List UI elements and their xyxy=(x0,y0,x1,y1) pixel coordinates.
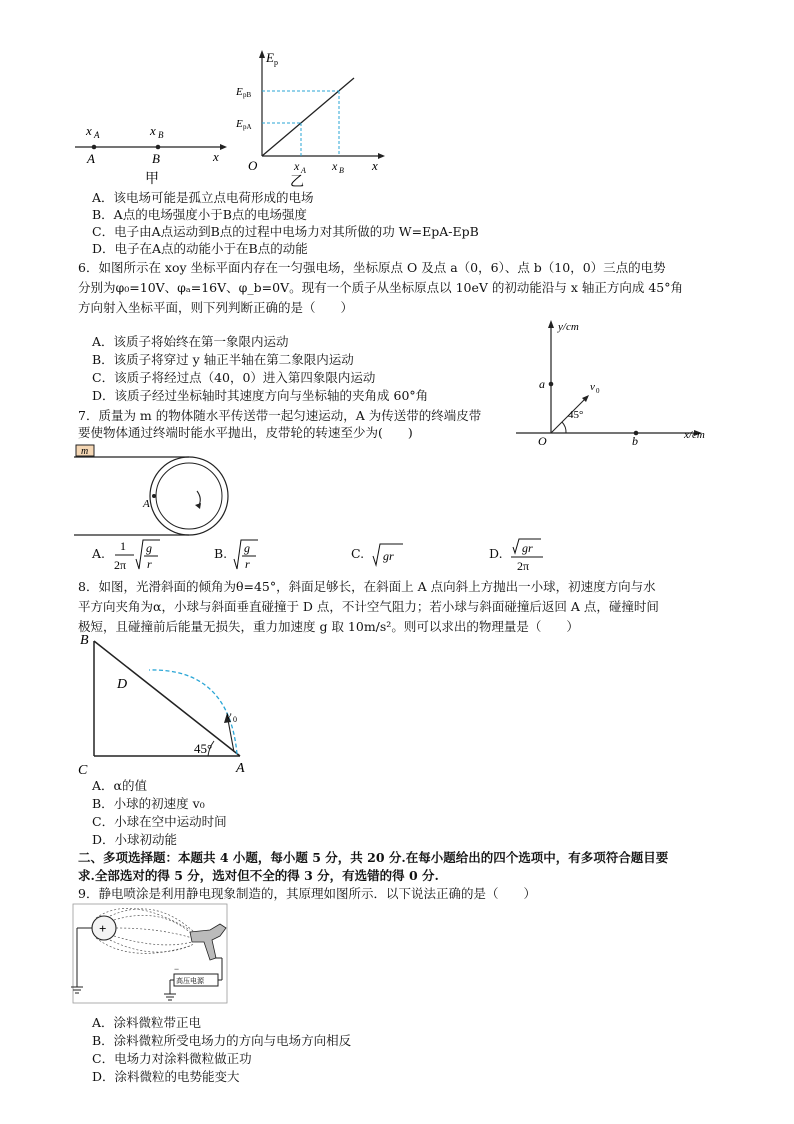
EpB-label: E xyxy=(236,86,243,98)
q7-option-d[interactable]: D. gr 2π xyxy=(489,537,569,577)
point-D-label: D xyxy=(117,677,128,692)
figure-jia xyxy=(70,115,230,190)
svg-text:B: B xyxy=(339,166,344,175)
x-axis-label: x xyxy=(372,158,378,173)
q7-stem-line1: 7．质量为 m 的物体随水平传送带一起匀速运动，A 为传送带的终端皮带 xyxy=(78,408,482,423)
svg-text:g: g xyxy=(244,541,250,555)
q5-option-c[interactable]: C．电子由A点运动到B点的过程中电场力对其所做的功 W=EpA-EpB xyxy=(92,224,479,239)
section-2-heading-line2: 求.全部选对的得 5 分，选对但不全的得 3 分，有选错的得 0 分. xyxy=(78,868,439,883)
Ep-axis-label: E xyxy=(266,50,274,65)
q6-stem-line3: 方向射入坐标平面，则下列判断正确的是（ ） xyxy=(78,300,354,315)
svg-text:r: r xyxy=(147,557,152,571)
q8-stem-line1: 8．如图，光滑斜面的倾角为θ=45°，斜面足够长，在斜面上 A 点向斜上方抛出一小球，初速度方向与水 xyxy=(78,579,656,594)
xA-tick: x xyxy=(294,159,300,173)
q5-option-d[interactable]: D．电子在A点的动能小于在B点的动能 xyxy=(92,241,308,256)
q6-option-d[interactable]: D．该质子经过坐标轴时其速度方向与坐标轴的夹角成 60°角 xyxy=(92,388,429,403)
svg-text:gr: gr xyxy=(383,549,394,563)
q9-figure-electrostatic-spray xyxy=(70,902,235,1007)
label-xB: x xyxy=(150,123,156,138)
svg-text:0: 0 xyxy=(233,715,237,724)
angle-label: 45° xyxy=(194,741,213,756)
mass-label: m xyxy=(81,446,89,457)
q6-stem-line1: 6．如图所示在 xoy 坐标平面内存在一匀强电场，坐标原点 O 及点 a（0，6）、点 b（10，0）三点的电势 xyxy=(78,260,666,275)
q8-option-a[interactable]: A．α的值 xyxy=(92,778,147,793)
svg-text:g: g xyxy=(146,541,152,555)
angle-label: 45° xyxy=(568,409,584,421)
plus-sign: + xyxy=(99,921,107,936)
svg-text:B: B xyxy=(158,130,164,140)
y-axis-label: y/cm xyxy=(558,321,579,333)
q8-stem-line2: 平方向夹角为α，小球与斜面垂直碰撞于 D 点，不计空气阻力；若小球与斜面碰撞后返回 A 点，碰撞时间 xyxy=(78,599,659,614)
q6-option-b[interactable]: B．该质子将穿过 y 轴正半轴在第二象限内运动 xyxy=(92,352,354,367)
q7-option-a[interactable]: A. 1 2π g r xyxy=(92,537,182,577)
q6-option-c[interactable]: C．该质子将经过点（40，0）进入第四象限内运动 xyxy=(92,370,376,385)
q9-option-d[interactable]: D．涂料微粒的电势能变大 xyxy=(92,1069,240,1084)
point-C-label: C xyxy=(78,763,88,778)
caption-jia: 甲 xyxy=(145,172,159,187)
q8-stem-line3: 极短，且碰撞前后能量无损失，重力加速度 g 取 10m/s²。则可以求出的物理量是（ ） xyxy=(78,619,579,634)
svg-text:1: 1 xyxy=(120,539,126,553)
q6-option-a[interactable]: A．该质子将始终在第一象限内运动 xyxy=(92,334,289,349)
origin-label: O xyxy=(538,434,547,448)
q9-stem: 9．静电喷涂是利用静电现象制造的，其原理如图所示．以下说法正确的是（ ） xyxy=(78,886,536,901)
point-A-label: A xyxy=(236,761,245,776)
q8-option-c[interactable]: C．小球在空中运动时间 xyxy=(92,814,227,829)
minus-sign: − xyxy=(174,964,180,974)
q8-figure-incline xyxy=(74,628,264,778)
point-b-label: b xyxy=(632,434,638,448)
svg-text:A: A xyxy=(94,130,100,140)
q5-option-b[interactable]: B．A点的电场强度小于B点的电场强度 xyxy=(92,207,307,222)
v0-label: v xyxy=(590,381,595,393)
q9-option-a[interactable]: A．涂料微粒带正电 xyxy=(92,1015,202,1030)
q9-option-b[interactable]: B．涂料微粒所受电场力的方向与电场方向相反 xyxy=(92,1033,352,1048)
svg-text:p: p xyxy=(274,58,278,67)
svg-text:A: A xyxy=(301,166,306,175)
svg-text:pB: pB xyxy=(243,91,252,99)
point-B-label: B xyxy=(152,151,160,166)
svg-text:0: 0 xyxy=(596,387,600,395)
label-xA: x xyxy=(86,123,92,138)
x-axis-label: x xyxy=(213,149,219,164)
point-A-label: A xyxy=(143,498,150,510)
v0-label: v xyxy=(226,708,232,722)
hv-source-label: 高压电源 xyxy=(176,977,204,985)
q6-figure-coordinate-plane xyxy=(516,318,716,448)
svg-text:2π: 2π xyxy=(114,558,127,572)
origin-label: O xyxy=(248,158,258,173)
point-a-label: a xyxy=(539,377,545,391)
xB-tick: x xyxy=(332,159,338,173)
section-2-heading-line1: 二、多项选择题：本题共 4 小题，每小题 5 分，共 20 分.在每小题给出的四个选项中，有多项符合题目要 xyxy=(78,850,669,865)
svg-text:2π: 2π xyxy=(517,559,530,573)
q8-option-b[interactable]: B．小球的初速度 v₀ xyxy=(92,796,205,811)
svg-text:r: r xyxy=(245,557,250,571)
q9-option-c[interactable]: C．电场力对涂料微粒做正功 xyxy=(92,1051,252,1066)
q6-stem-line2: 分别为φ₀=10V、φₐ=16V、φ_b=0V。现有一个质子从坐标原点以 10eV 的初动能沿与 x 轴正方向成 45°角 xyxy=(78,280,684,295)
q7-option-c[interactable]: C. gr xyxy=(351,537,421,577)
q7-figure-conveyor xyxy=(70,443,250,538)
q7-stem-line2: 要使物体通过终端时能水平抛出，皮带轮的转速至少为( ) xyxy=(78,425,413,440)
svg-text:gr: gr xyxy=(522,541,533,555)
svg-text:pA: pA xyxy=(243,123,252,131)
point-B-label: B xyxy=(80,633,89,648)
x-axis-label: x/cm xyxy=(684,429,705,441)
figure-yi xyxy=(232,48,392,188)
q7-option-b[interactable]: B. g r xyxy=(214,537,284,577)
EpA-label: E xyxy=(236,118,243,130)
point-A-label: A xyxy=(87,151,95,166)
caption-yi: 乙 xyxy=(290,175,304,188)
q8-option-d[interactable]: D．小球初动能 xyxy=(92,832,178,847)
q5-option-a[interactable]: A．该电场可能是孤立点电荷形成的电场 xyxy=(92,190,314,205)
